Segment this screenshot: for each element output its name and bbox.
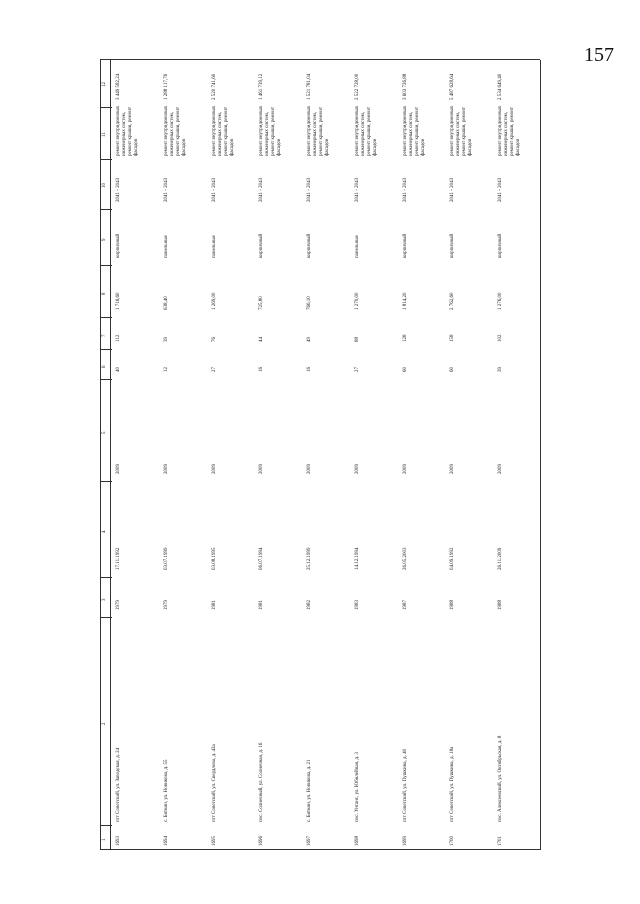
table-cell-c7: 88 (354, 337, 360, 342)
table-cell-c7: 39 (163, 337, 169, 342)
column-header: 1 (102, 838, 107, 841)
table-cell-c12: 1 521 781,04 (307, 73, 313, 100)
table-cell-c5: 2009 (402, 464, 408, 474)
table-cell-c4: 14.12.1994 (354, 547, 360, 570)
table-cell-n: 1696 (259, 836, 265, 846)
column-header: 5 (102, 431, 107, 434)
table-rule-vertical (100, 379, 112, 380)
table-cell-c10: 2041 - 2043 (116, 177, 121, 202)
table-cell-c8: 2 762,60 (450, 292, 456, 310)
table-cell-c6: 16 (307, 367, 313, 372)
table-cell-address: пгт Советский, ул. Пушкина, д. 40 (402, 748, 408, 822)
table-cell-c4: 26.11.2009 (498, 547, 504, 570)
table-cell-c7: 158 (450, 334, 456, 342)
table-cell-c6: 40 (116, 367, 121, 372)
table-rule-vertical (100, 481, 112, 482)
table-cell-c3: 1979 (163, 600, 169, 610)
table-cell-c9: кирпичный (307, 233, 313, 258)
table-cell-c9: кирпичный (116, 233, 121, 258)
table-cell-c9: кирпичный (402, 233, 408, 258)
table-rule-vertical (100, 265, 112, 266)
column-header: 2 (102, 722, 107, 725)
table-cell-c3: 1988 (450, 600, 456, 610)
table-cell-c5: 2009 (163, 464, 169, 474)
table-cell-c11: ремонт внутридомовых инженерных систем, ремонт крыши, ремонт фасадов (498, 105, 522, 156)
table-cell-c7: 112 (116, 334, 121, 342)
table-cell-c10: 2041 - 2043 (354, 177, 360, 202)
table-cell-c4: 06.07.1994 (259, 547, 265, 570)
table-cell-c11: ремонт внутридомовых инженерных систем, ремонт крыши, ремонт фасадов (116, 105, 139, 156)
table-cell-c8: 1 276,00 (498, 292, 504, 310)
table-cell-c6: 39 (498, 367, 504, 372)
table-cell-c11: ремонт внутридомовых инженерных систем, ремонт крыши, ремонт фасадов (163, 105, 187, 156)
column-header: 11 (102, 132, 107, 137)
table-cell-c5: 2009 (498, 464, 504, 474)
table-cell-c8: 638,40 (163, 296, 169, 310)
table-cell-c4: 17.11.1992 (116, 547, 121, 570)
table-cell-c6: 27 (211, 367, 217, 372)
table-rule-vertical (100, 349, 112, 350)
table-cell-c3: 1979 (116, 600, 121, 610)
table-cell-c4: 25.12.1999 (307, 547, 313, 570)
table-cell-c9: панельные (163, 235, 169, 258)
table-cell-n: 1695 (211, 836, 217, 846)
table-cell-c12: 1 461 739,12 (259, 73, 265, 100)
table-cell-c11: ремонт внутридомовых инженерных систем, ремонт крыши, ремонт фасадов (307, 105, 331, 156)
table-rule-horizontal (540, 60, 541, 850)
table-cell-c7: 76 (211, 337, 217, 342)
table-cell-c10: 2041 - 2043 (498, 177, 504, 202)
table-cell-c12: 3 449 582,24 (116, 73, 121, 100)
table-rule-vertical (100, 59, 540, 60)
table-cell-c3: 1988 (498, 600, 504, 610)
table-cell-c6: 60 (450, 367, 456, 372)
page-number: 157 (584, 44, 614, 66)
table-cell-c8: 766,10 (307, 296, 313, 310)
table-cell-c3: 1983 (354, 600, 360, 610)
table-cell-c9: панельные (354, 235, 360, 258)
table-cell-c3: 1981 (259, 600, 265, 610)
table-cell-address: пос. Алексеевский, ул. Октябрьская, д. 8 (498, 735, 504, 822)
table-cell-c10: 2041 - 2043 (259, 177, 265, 202)
table-cell-c7: 44 (259, 337, 265, 342)
table-cell-c4: 04.09.1992 (450, 547, 456, 570)
table-cell-c5: 2009 (354, 464, 360, 474)
table-cell-c8: 1 716,60 (116, 292, 121, 310)
table-rule-vertical (100, 209, 112, 210)
table-cell-c3: 1987 (402, 600, 408, 610)
table-cell-c10: 2041 - 2043 (450, 177, 456, 202)
table-rule-vertical (100, 577, 112, 578)
table-cell-c10: 2041 - 2043 (307, 177, 313, 202)
table-cell-c12: 5 487 628,64 (450, 73, 456, 100)
table-cell-c5: 2009 (450, 464, 456, 474)
table-cell-c10: 2041 - 2043 (163, 177, 169, 202)
table-cell-c12: 2 520 741,60 (211, 73, 217, 100)
table-rule-horizontal (100, 60, 101, 850)
table-rule-vertical (100, 825, 112, 826)
table-cell-n: 1700 (450, 836, 456, 846)
table-cell-c9: кирпичный (450, 233, 456, 258)
table-cell-n: 1694 (163, 836, 169, 846)
housing-repair-table (100, 60, 540, 850)
column-header: 3 (102, 598, 107, 601)
table-cell-n: 1697 (307, 836, 313, 846)
table-cell-c8: 1 814,20 (402, 292, 408, 310)
column-header: 10 (102, 183, 107, 188)
table-rule-vertical (100, 107, 112, 108)
table-cell-c4: 03.07.1999 (163, 547, 169, 570)
table-cell-c11: ремонт внутридомовых инженерных систем, ремонт крыши, ремонт фасадов (450, 105, 474, 156)
column-header: 8 (102, 292, 107, 295)
column-header: 4 (102, 530, 107, 533)
table-cell-c12: 3 603 726,88 (402, 73, 408, 100)
table-cell-c6: 12 (163, 367, 169, 372)
table-cell-c10: 2041 - 2043 (211, 177, 217, 202)
table-rule-vertical (100, 849, 540, 850)
table-cell-c7: 128 (402, 334, 408, 342)
table-cell-address: с. Бяткин, ул. Новикова, д. 55 (163, 759, 169, 822)
table-cell-c8: 1 269,00 (211, 292, 217, 310)
table-cell-c5: 2009 (116, 464, 121, 474)
table-cell-c5: 2009 (307, 464, 313, 474)
column-header: 9 (102, 238, 107, 241)
table-cell-n: 1698 (354, 836, 360, 846)
column-header: 12 (102, 82, 107, 87)
table-rule-vertical (100, 617, 112, 618)
table-cell-c9: кирпичный (498, 233, 504, 258)
table-cell-c11: ремонт внутридомовых инженерных систем, ремонт крыши, ремонт фасадов (354, 105, 378, 156)
table-cell-c11: ремонт внутридомовых инженерных систем, ремонт крыши, ремонт фасадов (402, 105, 426, 156)
table-cell-n: 1699 (402, 836, 408, 846)
table-cell-c5: 2009 (211, 464, 217, 474)
table-cell-c3: 1982 (307, 600, 313, 610)
table-cell-c12: 2 534 649,40 (498, 73, 504, 100)
table-cell-n: 1701 (498, 836, 504, 846)
table-cell-c11: ремонт внутридомовых инженерных систем, ремонт крыши, ремонт фасадов (211, 105, 235, 156)
column-header: 7 (102, 334, 107, 337)
table-cell-c12: 2 522 728,00 (354, 73, 360, 100)
table-cell-address: пгт Советский, ул. Свердлова, д. 43а (211, 744, 217, 822)
table-rule-horizontal (110, 60, 111, 850)
table-cell-c10: 2041 - 2043 (402, 177, 408, 202)
table-cell-address: пгт Советский, ул. Пушкина, д. 18а (450, 746, 456, 822)
table-cell-c4: 03.08.1995 (211, 547, 217, 570)
table-cell-address: пос. Унтанс, ул. Юбилейная, д. 3 (354, 752, 360, 822)
table-cell-c7: 102 (498, 334, 504, 342)
table-cell-c6: 16 (259, 367, 265, 372)
table-cell-c9: кирпичный (259, 233, 265, 258)
table-cell-c7: 49 (307, 337, 313, 342)
table-cell-c6: 60 (402, 367, 408, 372)
table-cell-n: 1693 (116, 836, 121, 846)
table-cell-c9: панельные (211, 235, 217, 258)
table-cell-c8: 1 270,00 (354, 292, 360, 310)
table-cell-address: пос. Солнечный, ул. Солнечная, д. 16 (259, 742, 265, 822)
table-rule-vertical (100, 317, 112, 318)
table-cell-c12: 1 288 117,76 (163, 73, 169, 100)
table-cell-c8: 725,80 (259, 296, 265, 310)
table-cell-c5: 2009 (259, 464, 265, 474)
table-cell-address: пгт Советский, ул. Заводская, д. 24 (116, 747, 121, 822)
table-cell-address: с. Бяткин, ул. Новикова, д. 21 (307, 759, 313, 822)
column-header: 6 (102, 365, 107, 368)
table-rule-vertical (100, 159, 112, 160)
table-cell-c4: 26.05.2003 (402, 547, 408, 570)
table-cell-c3: 1981 (211, 600, 217, 610)
table-cell-c6: 27 (354, 367, 360, 372)
table-cell-c11: ремонт внутридомовых инженерных систем, ремонт крыши, ремонт фасадов (259, 105, 283, 156)
